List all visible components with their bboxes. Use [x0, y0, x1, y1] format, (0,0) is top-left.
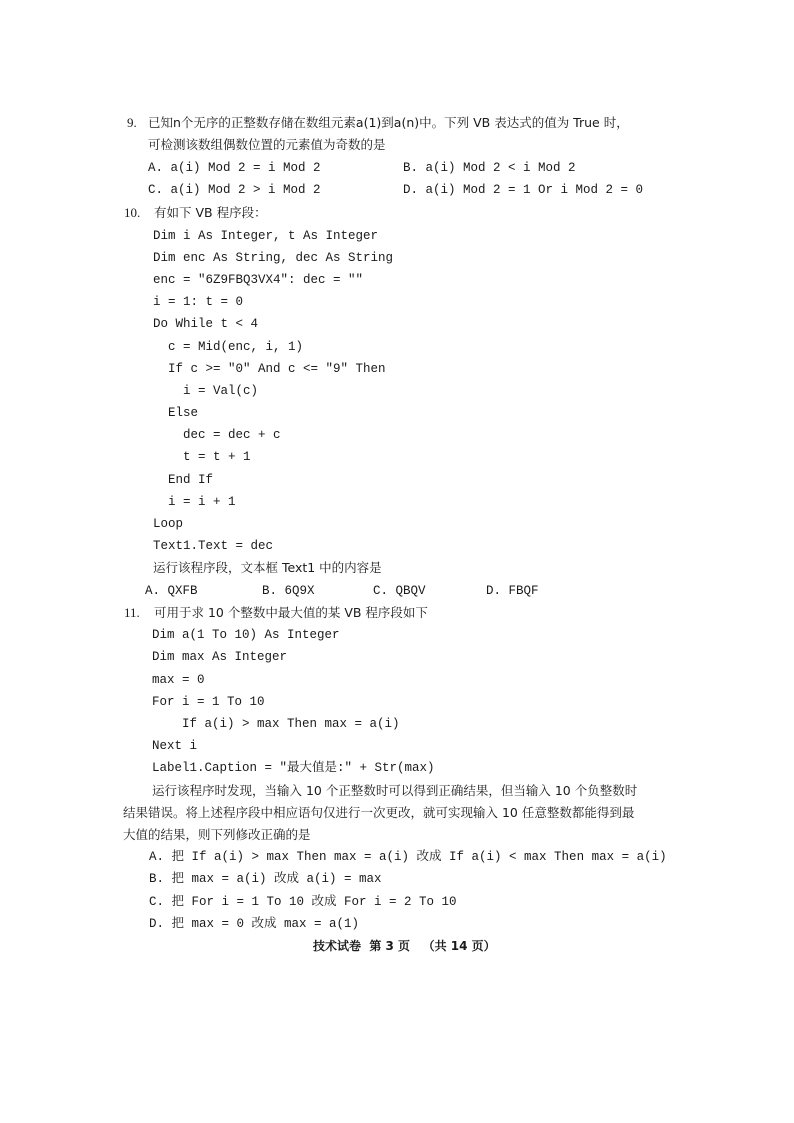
q9-option-d: D. a(i) Mod 2 = 1 Or i Mod 2 = 0	[403, 183, 644, 197]
q10-option-c: C. QBQV	[373, 584, 426, 598]
q9-stem-line2: 可检测该数组偶数位置的元素值为奇数的是	[148, 137, 386, 152]
q11-code-line: For i = 1 To 10	[152, 695, 265, 709]
q10-code-line: t = t + 1	[153, 450, 251, 464]
q11-number: 11.	[124, 605, 140, 620]
q10-option-d: D. FBQF	[486, 584, 539, 598]
q10-code-line: Do While t < 4	[153, 317, 259, 331]
q10-code-line: Loop	[153, 517, 184, 531]
q11-option-d: D. 把 max = 0 改成 max = a(1)	[149, 917, 360, 931]
q10-option-a: A. QXFB	[145, 584, 198, 598]
q11-paragraph-line1: 运行该程序时发现，当输入 10 个正整数时可以得到正确结果，但当输入 10 个负整数时	[152, 783, 638, 798]
q10-code-line: i = 1: t = 0	[153, 295, 244, 309]
q11-option-c: C. 把 For i = 1 To 10 改成 For i = 2 To 10	[149, 895, 457, 909]
q11-paragraph-line3: 大值的结果，则下列修改正确的是	[123, 827, 311, 842]
q9-number: 9.	[127, 115, 137, 130]
q10-code-line: Dim enc As String, dec As String	[153, 251, 394, 265]
q10-code-line: c = Mid(enc, i, 1)	[153, 340, 304, 354]
q9-option-b: B. a(i) Mod 2 < i Mod 2	[403, 161, 576, 175]
q9-option-a: A. a(i) Mod 2 = i Mod 2	[148, 161, 321, 175]
q11-option-b: B. 把 max = a(i) 改成 a(i) = max	[149, 872, 382, 886]
q11-stem: 可用于求 10 个整数中最大值的某 VB 程序段如下	[154, 605, 428, 620]
q10-code-line: Text1.Text = dec	[153, 539, 274, 553]
q10-code-line: Else	[153, 406, 199, 420]
q9-option-c: C. a(i) Mod 2 > i Mod 2	[148, 183, 321, 197]
q9-stem-line1: 已知n个无序的正整数存储在数组元素a(1)到a(n)中。下列 VB 表达式的值为 True 时，	[148, 115, 629, 130]
q10-stem: 有如下 VB 程序段：	[154, 205, 267, 220]
q10-code-line: End If	[153, 473, 214, 487]
q10-code-line: i = i + 1	[153, 495, 236, 509]
q10-code-line: dec = dec + c	[153, 428, 281, 442]
q10-code-line: If c >= "0" And c <= "9" Then	[153, 362, 386, 376]
q11-code-line: Dim a(1 To 10) As Integer	[152, 628, 340, 642]
q11-code-line: Next i	[152, 739, 198, 753]
q11-code-line: Label1.Caption = "最大值是:" + Str(max)	[152, 761, 435, 775]
q10-code-line: i = Val(c)	[153, 384, 259, 398]
q11-option-a: A. 把 If a(i) > max Then max = a(i) 改成 If a(i) < max Then max = a(i)	[149, 850, 667, 864]
q11-code-line: max = 0	[152, 673, 205, 687]
q11-code-line: If a(i) > max Then max = a(i)	[152, 717, 400, 731]
q10-code-line: enc = "6Z9FBQ3VX4": dec = ""	[153, 273, 364, 287]
q10-code-line: Dim i As Integer, t As Integer	[153, 229, 379, 243]
q11-code-line: Dim max As Integer	[152, 650, 288, 664]
q11-paragraph-line2: 结果错误。将上述程序段中相应语句仅进行一次更改，就可实现输入 10 任意整数都能得到最	[123, 805, 635, 820]
q10-question: 运行该程序段，文本框 Text1 中的内容是	[153, 560, 382, 575]
q10-number: 10.	[124, 205, 141, 220]
q10-option-b: B. 6Q9X	[262, 584, 315, 598]
page-footer: 技术试卷 第 3 页 （共 14 页）	[313, 939, 496, 953]
